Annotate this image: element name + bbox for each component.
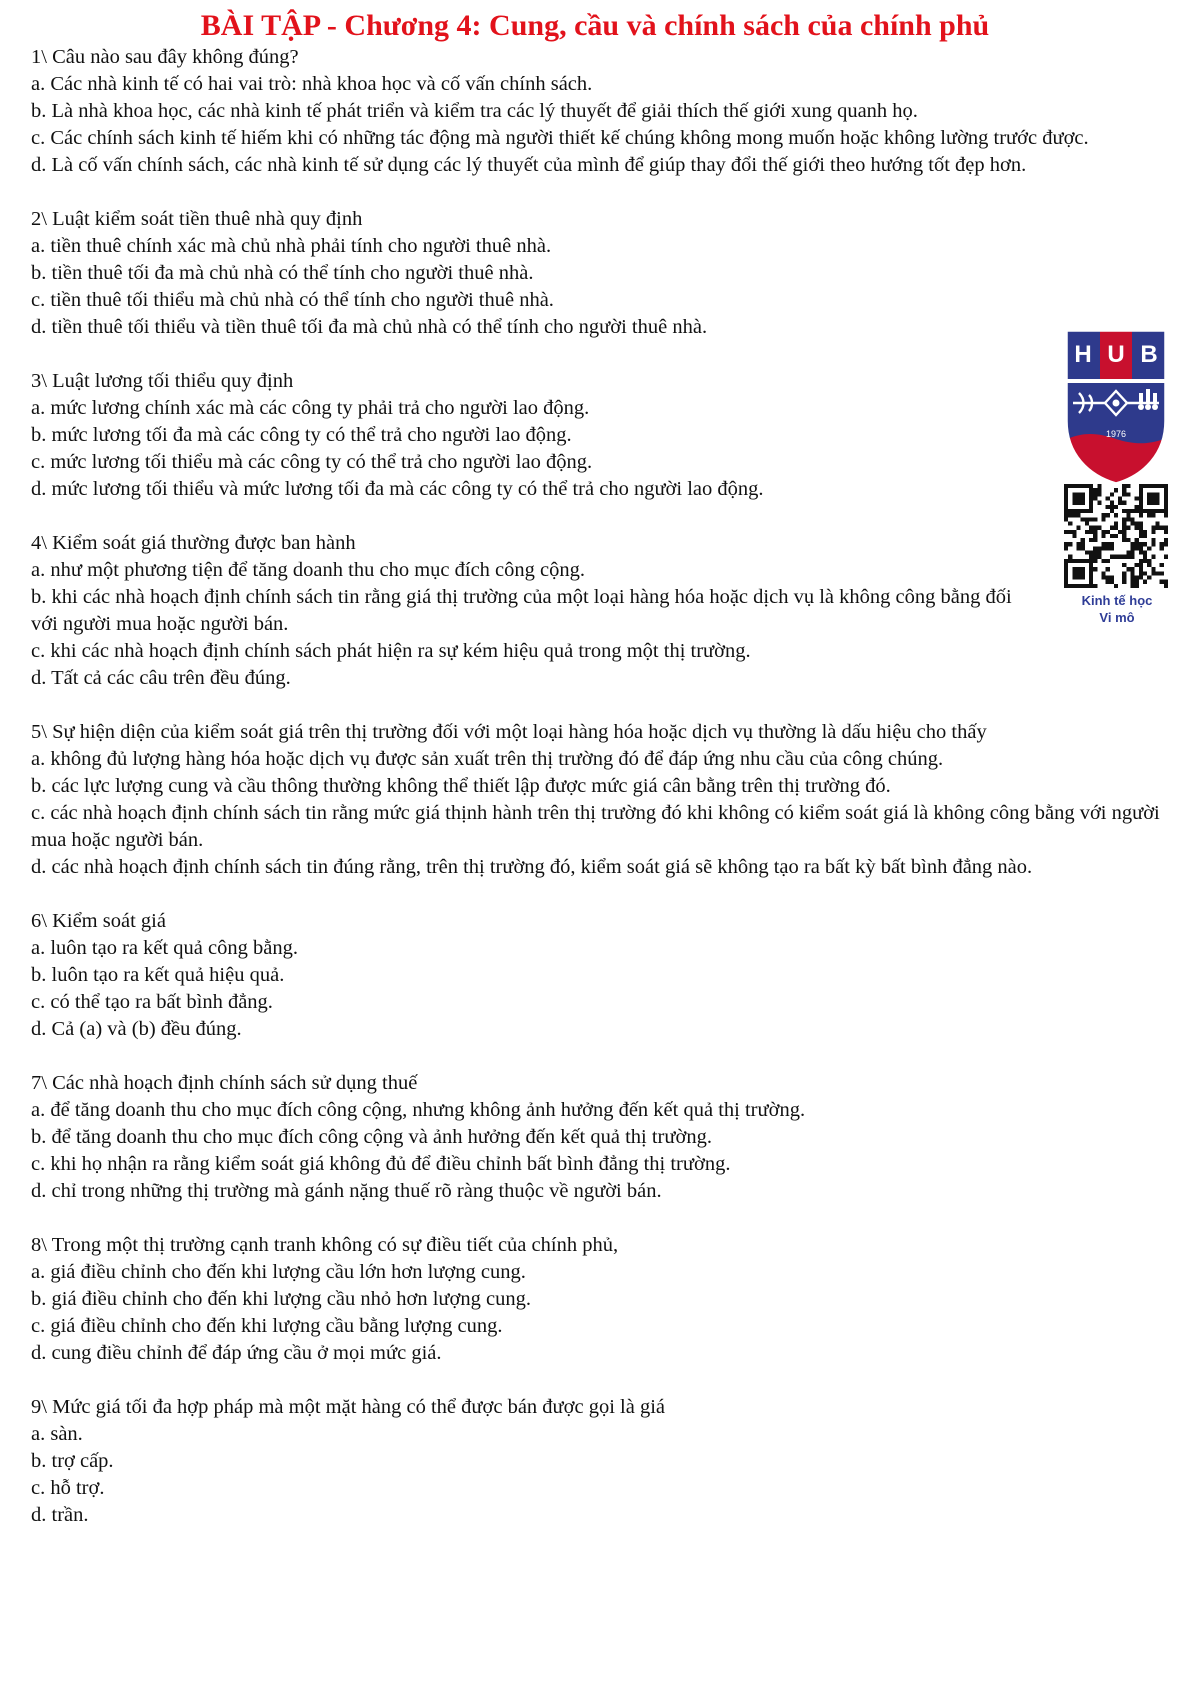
option-d: d. mức lương tối thiểu và mức lương tối đa mà các công ty có thể trả cho người lao động. (31, 478, 764, 500)
option-b: b. giá điều chỉnh cho đến khi lượng cầu nhỏ hơn lượng cung. (31, 1288, 531, 1310)
logo-letter-b: B (1140, 341, 1158, 368)
question-3 (31, 368, 1166, 503)
option-c: c. khi họ nhận ra rằng kiểm soát giá không đủ để điều chỉnh bất bình đẳng thị trường. (31, 1153, 731, 1175)
option-a: a. sàn. (31, 1423, 83, 1445)
option-d: d. tiền thuê tối thiểu và tiền thuê tối đa mà chủ nhà có thể tính cho người thuê nhà. (31, 316, 708, 338)
option-a: a. mức lương chính xác mà các công ty phải trả cho người lao động. (31, 397, 590, 419)
option-c: c. Các chính sách kinh tế hiếm khi có những tác động mà người thiết kế chúng không mong muốn hoặc không lường trước được. (31, 127, 1089, 149)
question-5 (31, 719, 1166, 881)
logo-letter-u: U (1107, 341, 1125, 368)
option-c: c. có thể tạo ra bất bình đẳng. (31, 991, 273, 1013)
option-d: d. Là cố vấn chính sách, các nhà kinh tế sử dụng các lý thuyết của mình để giúp thay đổi thế giới theo hướng tốt đẹp hơn. (31, 154, 1027, 176)
question-text: 6\ Kiểm soát giá (31, 910, 166, 932)
option-b: b. các lực lượng cung và cầu thông thường không thể thiết lập được mức giá cân bằng trên thị trường đó. (31, 775, 891, 797)
option-c: c. hỗ trợ. (31, 1477, 105, 1499)
option-b: b. khi các nhà hoạch định chính sách tin rằng giá thị trường của một loại hàng hóa hoặc dịch vụ là không công bằng đối với người mua hoặc người bán. (31, 586, 1012, 635)
option-a: a. như một phương tiện để tăng doanh thu cho mục đích công cộng. (31, 559, 585, 581)
option-b: b. để tăng doanh thu cho mục đích công cộng và ảnh hưởng đến kết quả thị trường. (31, 1126, 712, 1148)
course-line-2: Vi mô (1099, 610, 1135, 625)
question-text: 3\ Luật lương tối thiểu quy định (31, 370, 294, 392)
question-text: 4\ Kiểm soát giá thường được ban hành (31, 532, 356, 554)
option-c: c. mức lương tối thiểu mà các công ty có thể trả cho người lao động. (31, 451, 593, 473)
question-1 (31, 44, 1166, 179)
page-title: BÀI TẬP - Chương 4: Cung, cầu và chính sách của chính phủ (200, 9, 990, 42)
question-8 (31, 1232, 1166, 1367)
question-9 (31, 1394, 1166, 1529)
hub-logo (1063, 329, 1169, 485)
question-6 (31, 908, 1166, 1043)
question-text: 2\ Luật kiểm soát tiền thuê nhà quy định (31, 208, 363, 230)
course-label (1055, 592, 1179, 626)
option-b: b. luôn tạo ra kết quả hiệu quả. (31, 964, 285, 986)
option-a: a. luôn tạo ra kết quả công bằng. (31, 937, 298, 959)
option-a: a. giá điều chỉnh cho đến khi lượng cầu lớn hơn lượng cung. (31, 1261, 526, 1283)
question-text: 7\ Các nhà hoạch định chính sách sử dụng thuế (31, 1072, 418, 1094)
logo-year: 1976 (1105, 429, 1127, 439)
qr-code-icon (1064, 484, 1168, 588)
question-text: 9\ Mức giá tối đa hợp pháp mà một mặt hàng có thể được bán được gọi là giá (31, 1396, 666, 1418)
option-b: b. mức lương tối đa mà các công ty có thể trả cho người lao động. (31, 424, 572, 446)
option-d: d. chỉ trong những thị trường mà gánh nặng thuế rõ ràng thuộc về người bán. (31, 1180, 662, 1202)
question-7 (31, 1070, 1166, 1205)
option-c: c. các nhà hoạch định chính sách tin rằng mức giá thịnh hành trên thị trường đó khi không có kiểm soát giá là không công bằng với người mua hoặc người bán. (31, 802, 1160, 851)
option-b: b. tiền thuê tối đa mà chủ nhà có thể tính cho người thuê nhà. (31, 262, 534, 284)
question-list (31, 44, 1166, 1556)
course-line-1: Kinh tế học (1081, 593, 1153, 608)
option-d: d. trần. (31, 1504, 89, 1526)
question-2 (31, 206, 1166, 341)
option-a: a. Các nhà kinh tế có hai vai trò: nhà khoa học và cố vấn chính sách. (31, 73, 593, 95)
logo-letter-h: H (1074, 341, 1092, 368)
option-c: c. tiền thuê tối thiểu mà chủ nhà có thể tính cho người thuê nhà. (31, 289, 554, 311)
question-text: 5\ Sự hiện diện của kiểm soát giá trên thị trường đối với một loại hàng hóa hoặc dịch vụ thường là dấu hiệu cho thấy (31, 721, 987, 743)
question-text: 1\ Câu nào sau đây không đúng? (31, 46, 299, 68)
option-c: c. giá điều chỉnh cho đến khi lượng cầu bằng lượng cung. (31, 1315, 503, 1337)
option-d: d. Tất cả các câu trên đều đúng. (31, 667, 291, 689)
option-b: b. Là nhà khoa học, các nhà kinh tế phát triển và kiểm tra các lý thuyết để giải thích thế giới xung quanh họ. (31, 100, 918, 122)
option-d: d. các nhà hoạch định chính sách tin đúng rằng, trên thị trường đó, kiểm soát giá sẽ không tạo ra bất kỳ bất bình đẳng nào. (31, 856, 1033, 878)
option-a: a. không đủ lượng hàng hóa hoặc dịch vụ được sản xuất trên thị trường đó để đáp ứng nhu cầu của công chúng. (31, 748, 944, 770)
option-d: d. Cả (a) và (b) đều đúng. (31, 1018, 242, 1040)
question-4 (31, 530, 1166, 692)
option-a: a. để tăng doanh thu cho mục đích công cộng, nhưng không ảnh hưởng đến kết quả thị trường. (31, 1099, 806, 1121)
option-c: c. khi các nhà hoạch định chính sách phát hiện ra sự kém hiệu quả trong một thị trường. (31, 640, 751, 662)
question-text: 8\ Trong một thị trường cạnh tranh không có sự điều tiết của chính phủ, (31, 1234, 619, 1256)
option-d: d. cung điều chỉnh để đáp ứng cầu ở mọi mức giá. (31, 1342, 442, 1364)
option-a: a. tiền thuê chính xác mà chủ nhà phải tính cho người thuê nhà. (31, 235, 552, 257)
option-b: b. trợ cấp. (31, 1450, 114, 1472)
